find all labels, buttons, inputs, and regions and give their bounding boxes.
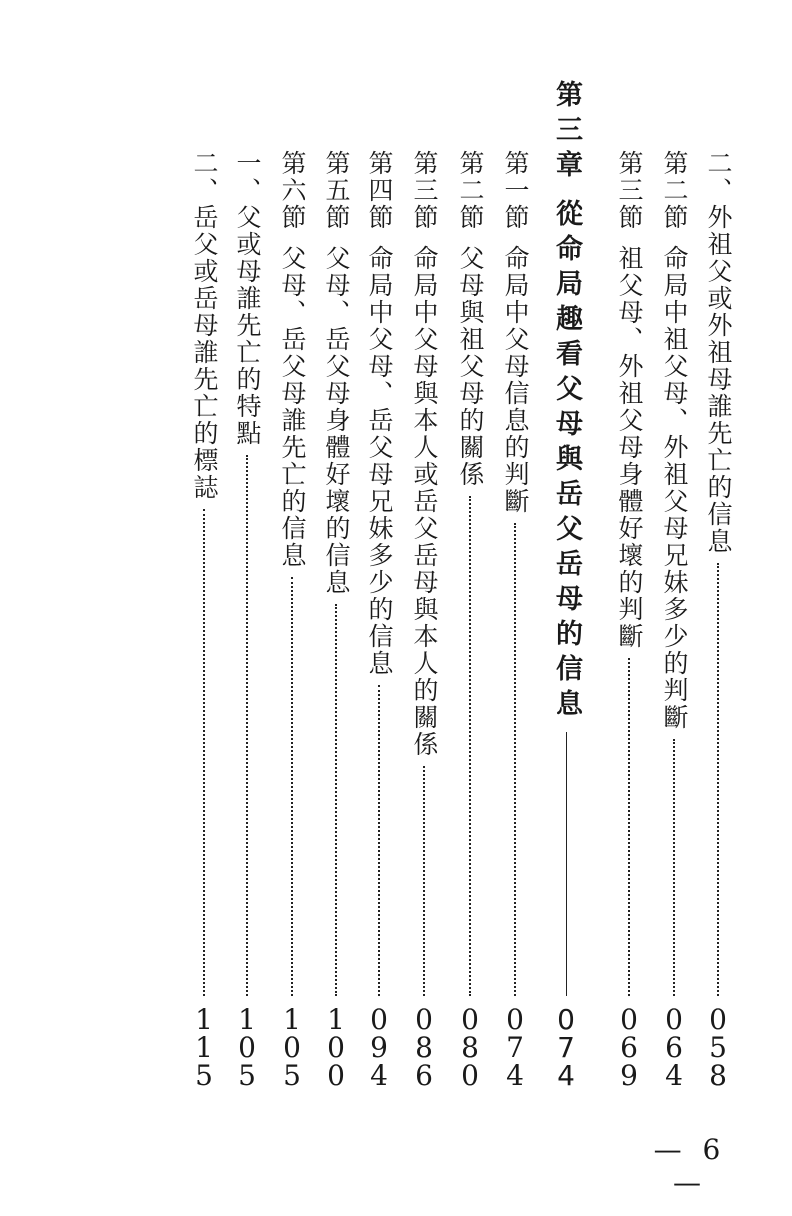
dot-leader <box>335 604 337 996</box>
entry-title: 命局中祖父母、外祖父母兄妹多少的判斷 <box>660 245 689 731</box>
page-digit: 5 <box>283 1059 301 1092</box>
page-digit: 1 <box>195 1031 213 1064</box>
page-digit: 1 <box>238 1003 256 1036</box>
page-digit: 4 <box>370 1059 388 1092</box>
entry-title: 命局中父母信息的判斷 <box>501 245 530 515</box>
page-digit: 4 <box>506 1059 524 1092</box>
entry-page <box>370 1003 388 1092</box>
entry-heading: 第五節 <box>322 150 351 231</box>
entry-page <box>709 1003 727 1092</box>
dot-leader <box>203 509 205 996</box>
toc-entry <box>452 150 488 1090</box>
toc-entry <box>611 150 647 1090</box>
dot-leader <box>246 455 248 996</box>
entry-heading: 第四節 <box>365 150 394 231</box>
entry-title: 祖父母、外祖父母身體好壞的判斷 <box>615 245 644 650</box>
toc-entry <box>406 150 442 1090</box>
page-digit: 1 <box>195 1003 213 1036</box>
entry-page <box>506 1003 524 1092</box>
page-digit: 0 <box>238 1031 256 1064</box>
entry-title: 父母、岳父母身體好壞的信息 <box>322 245 351 596</box>
entry-title: 父母與祖父母的關係 <box>456 245 485 488</box>
page-digit: 0 <box>415 1003 433 1036</box>
entry-page <box>665 1003 683 1092</box>
page-digit: 5 <box>709 1031 727 1064</box>
dot-leader <box>291 577 293 996</box>
page-digit: 0 <box>620 1003 638 1036</box>
dot-leader <box>423 766 425 996</box>
page-digit: 8 <box>709 1059 727 1092</box>
entry-page <box>327 1003 345 1092</box>
page-digit: 0 <box>283 1031 301 1064</box>
page-digit: 1 <box>327 1003 345 1036</box>
dot-leader <box>717 563 719 996</box>
dot-leader <box>628 658 630 996</box>
page-digit: 6 <box>665 1031 683 1064</box>
entry-page <box>461 1003 479 1092</box>
entry-heading: 第三節 <box>615 150 644 231</box>
page-digit: 4 <box>665 1059 683 1092</box>
page-digit: 7 <box>506 1031 524 1064</box>
toc-entry <box>361 150 397 1090</box>
entry-heading: 第六節 <box>278 150 307 231</box>
entry-heading: 第二節 <box>456 150 485 231</box>
entry-page <box>195 1003 213 1092</box>
entry-title: 命局中父母與本人或岳父岳母與本人的關係 <box>410 245 439 758</box>
page-digit: 5 <box>238 1059 256 1092</box>
entry-heading: 第二節 <box>660 150 689 231</box>
toc-entry <box>700 150 736 1090</box>
entry-title: 二、外祖父或外祖母誰先亡的信息 <box>704 150 733 555</box>
page-digit: 9 <box>370 1031 388 1064</box>
entry-title: 父母、岳父母誰先亡的信息 <box>278 245 307 569</box>
page-digit: 0 <box>506 1003 524 1036</box>
page-digit: 7 <box>557 1031 575 1064</box>
dot-leader <box>378 685 380 996</box>
toc-entry <box>318 150 354 1090</box>
dot-leader <box>673 739 675 996</box>
page-digit: 0 <box>370 1003 388 1036</box>
dot-leader <box>469 496 471 996</box>
entry-page <box>238 1003 256 1092</box>
page-digit: 1 <box>283 1003 301 1036</box>
toc-chapter <box>548 80 584 1090</box>
entry-page <box>415 1003 433 1092</box>
page-digit: 9 <box>620 1059 638 1092</box>
page-digit: 0 <box>557 1003 575 1036</box>
chapter-page <box>557 1003 575 1092</box>
entry-heading: 第一節 <box>501 150 530 231</box>
page-digit: 0 <box>327 1031 345 1064</box>
page-digit: 0 <box>327 1059 345 1092</box>
page-digit: 0 <box>709 1003 727 1036</box>
entry-page <box>283 1003 301 1092</box>
entry-heading: 第三節 <box>410 150 439 231</box>
page-digit: 8 <box>461 1031 479 1064</box>
page-digit: 4 <box>557 1059 575 1092</box>
page-digit: 8 <box>415 1031 433 1064</box>
page-digit: 0 <box>665 1003 683 1036</box>
entry-page <box>620 1003 638 1092</box>
entry-title: 二、岳父或岳母誰先亡的標誌 <box>190 150 219 501</box>
page-digit: 0 <box>461 1003 479 1036</box>
page-digit: 6 <box>415 1059 433 1092</box>
chapter-title: 從命局趣看父母與岳父岳母的信息 <box>551 199 582 724</box>
entry-title: 命局中父母、岳父母兄妹多少的信息 <box>365 245 394 677</box>
entry-title: 一、父或母誰先亡的特點 <box>233 150 262 447</box>
page-digit: 5 <box>195 1059 213 1092</box>
page-digit: 6 <box>620 1031 638 1064</box>
toc-entry <box>274 150 310 1090</box>
chapter-heading: 第三章 <box>551 80 582 185</box>
toc-entry <box>186 150 222 1090</box>
solid-leader <box>566 732 567 996</box>
page-number: — 6 — <box>653 1133 727 1199</box>
dot-leader <box>514 523 516 996</box>
toc-entry <box>229 150 265 1090</box>
toc-entry <box>656 150 692 1090</box>
page-digit: 0 <box>461 1059 479 1092</box>
toc-entry <box>497 150 533 1090</box>
